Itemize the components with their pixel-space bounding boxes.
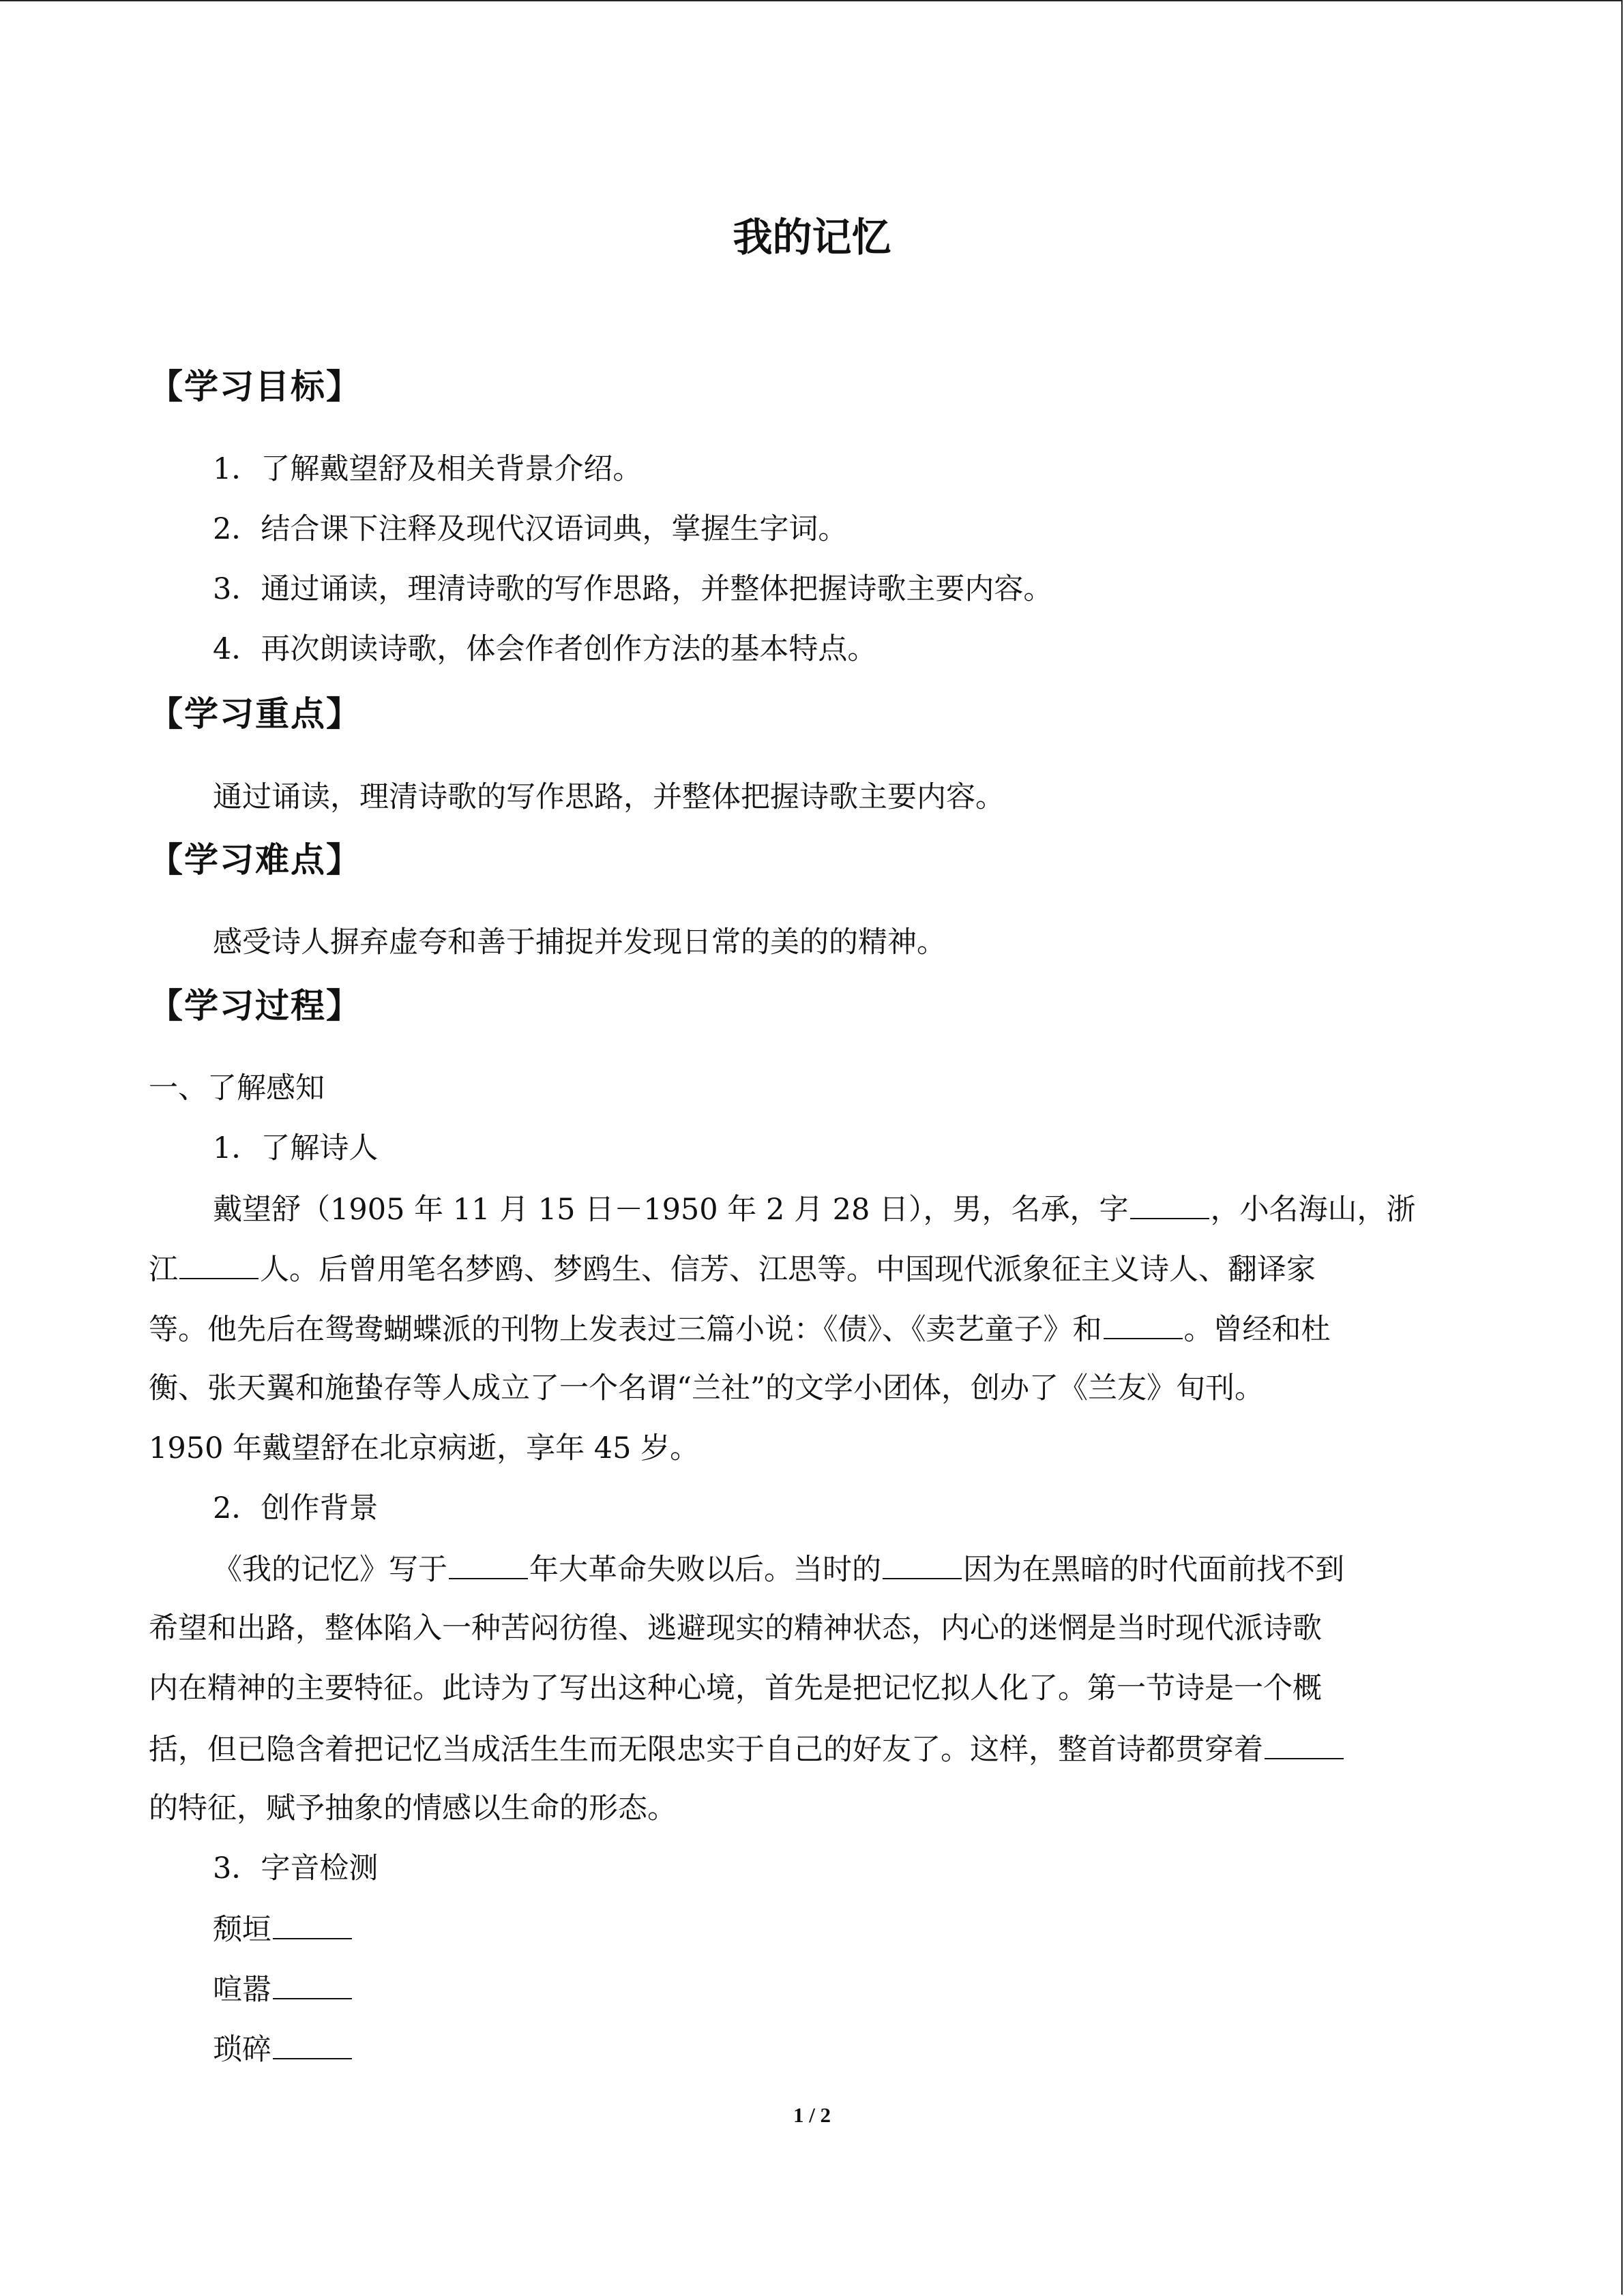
pronunciation-word: 颓垣 bbox=[213, 1913, 271, 1947]
fill-blank-feature[interactable] bbox=[1265, 1728, 1344, 1759]
poet-paragraph-line-5: 1950 年戴望舒在北京病逝，享年 45 岁。 bbox=[149, 1431, 700, 1465]
pronunciation-item-3 bbox=[213, 2028, 353, 2070]
pronunciation-word: 喧嚣 bbox=[213, 1973, 271, 2007]
fill-blank-novel-title[interactable] bbox=[1104, 1308, 1183, 1339]
poet-text: ，小名海山，浙 bbox=[1210, 1193, 1416, 1227]
background-paragraph-line-1 bbox=[213, 1548, 1344, 1590]
objective-item-4: 4．再次朗读诗歌，体会作者创作方法的基本特点。 bbox=[213, 632, 877, 666]
item3-title: 3．字音检测 bbox=[213, 1851, 379, 1885]
background-text: 因为在黑暗的时代面前找不到 bbox=[963, 1553, 1344, 1587]
fill-blank-year[interactable] bbox=[449, 1548, 528, 1579]
process-heading: 【学习过程】 bbox=[149, 986, 361, 1026]
key-points-heading: 【学习重点】 bbox=[149, 694, 361, 734]
objective-item-1: 1．了解戴望舒及相关背景介绍。 bbox=[213, 452, 643, 486]
difficulties-heading: 【学习难点】 bbox=[149, 840, 361, 880]
poet-paragraph-line-2 bbox=[149, 1248, 1316, 1290]
poet-text: 江 bbox=[149, 1253, 178, 1287]
poet-paragraph-line-3 bbox=[149, 1308, 1331, 1350]
fill-blank-courtesy-name[interactable] bbox=[1130, 1188, 1209, 1219]
fill-blank-pinyin-2[interactable] bbox=[273, 1968, 352, 1999]
fill-blank-pinyin-1[interactable] bbox=[273, 1908, 352, 1939]
pronunciation-item-1 bbox=[213, 1908, 353, 1950]
poet-text: 戴望舒（1905 年 11 月 15 日－1950 年 2 月 28 日），男，名承，字 bbox=[213, 1193, 1129, 1227]
background-text: 《我的记忆》写于 bbox=[213, 1553, 447, 1587]
page-number: 1 / 2 bbox=[793, 2103, 831, 2127]
objectives-heading: 【学习目标】 bbox=[149, 367, 361, 406]
background-paragraph-line-5: 的特征，赋予抽象的情感以生命的形态。 bbox=[149, 1791, 677, 1825]
poet-text: 。曾经和杜 bbox=[1183, 1313, 1331, 1347]
pronunciation-item-2 bbox=[213, 1968, 353, 2010]
objective-item-3: 3．通过诵读，理清诗歌的写作思路，并整体把握诗歌主要内容。 bbox=[213, 572, 1053, 606]
item1-title: 1．了解诗人 bbox=[213, 1131, 379, 1165]
poet-paragraph-line-4: 衡、张天翼和施蛰存等人成立了一个名谓“兰社”的文学小团体，创办了《兰友》旬刊。 bbox=[149, 1371, 1264, 1405]
poet-text: 人。后曾用笔名梦鸥、梦鸥生、信芳、江思等。中国现代派象征主义诗人、翻译家 bbox=[260, 1253, 1316, 1287]
page-title: 我的记忆 bbox=[733, 214, 891, 260]
fill-blank-group[interactable] bbox=[883, 1548, 962, 1579]
pronunciation-word: 琐碎 bbox=[213, 2033, 271, 2067]
background-text: 年大革命失败以后。当时的 bbox=[529, 1553, 881, 1587]
background-paragraph-line-2: 希望和出路，整体陷入一种苦闷彷徨、逃避现实的精神状态，内心的迷惘是当时现代派诗歌 bbox=[149, 1611, 1322, 1645]
difficulties-text: 感受诗人摒弃虚夸和善于捕捉并发现日常的美的的精神。 bbox=[213, 925, 946, 959]
objective-item-2: 2．结合课下注释及现代汉语词典，掌握生字词。 bbox=[213, 512, 848, 546]
fill-blank-hometown[interactable] bbox=[179, 1248, 259, 1279]
key-points-text: 通过诵读，理清诗歌的写作思路，并整体把握诗歌主要内容。 bbox=[213, 780, 1005, 814]
item2-title: 2．创作背景 bbox=[213, 1491, 379, 1525]
poet-paragraph-line-1 bbox=[213, 1188, 1416, 1230]
background-text: 括，但已隐含着把记忆当成活生生而无限忠实于自己的好友了。这样，整首诗都贯穿着 bbox=[149, 1733, 1263, 1767]
part1-title: 一、了解感知 bbox=[149, 1071, 325, 1105]
background-paragraph-line-4 bbox=[149, 1728, 1345, 1770]
fill-blank-pinyin-3[interactable] bbox=[273, 2028, 352, 2059]
poet-text: 等。他先后在鸳鸯蝴蝶派的刊物上发表过三篇小说：《债》、《卖艺童子》和 bbox=[149, 1313, 1102, 1347]
background-paragraph-line-3: 内在精神的主要特征。此诗为了写出这种心境，首先是把记忆拟人化了。第一节诗是一个概 bbox=[149, 1671, 1322, 1705]
